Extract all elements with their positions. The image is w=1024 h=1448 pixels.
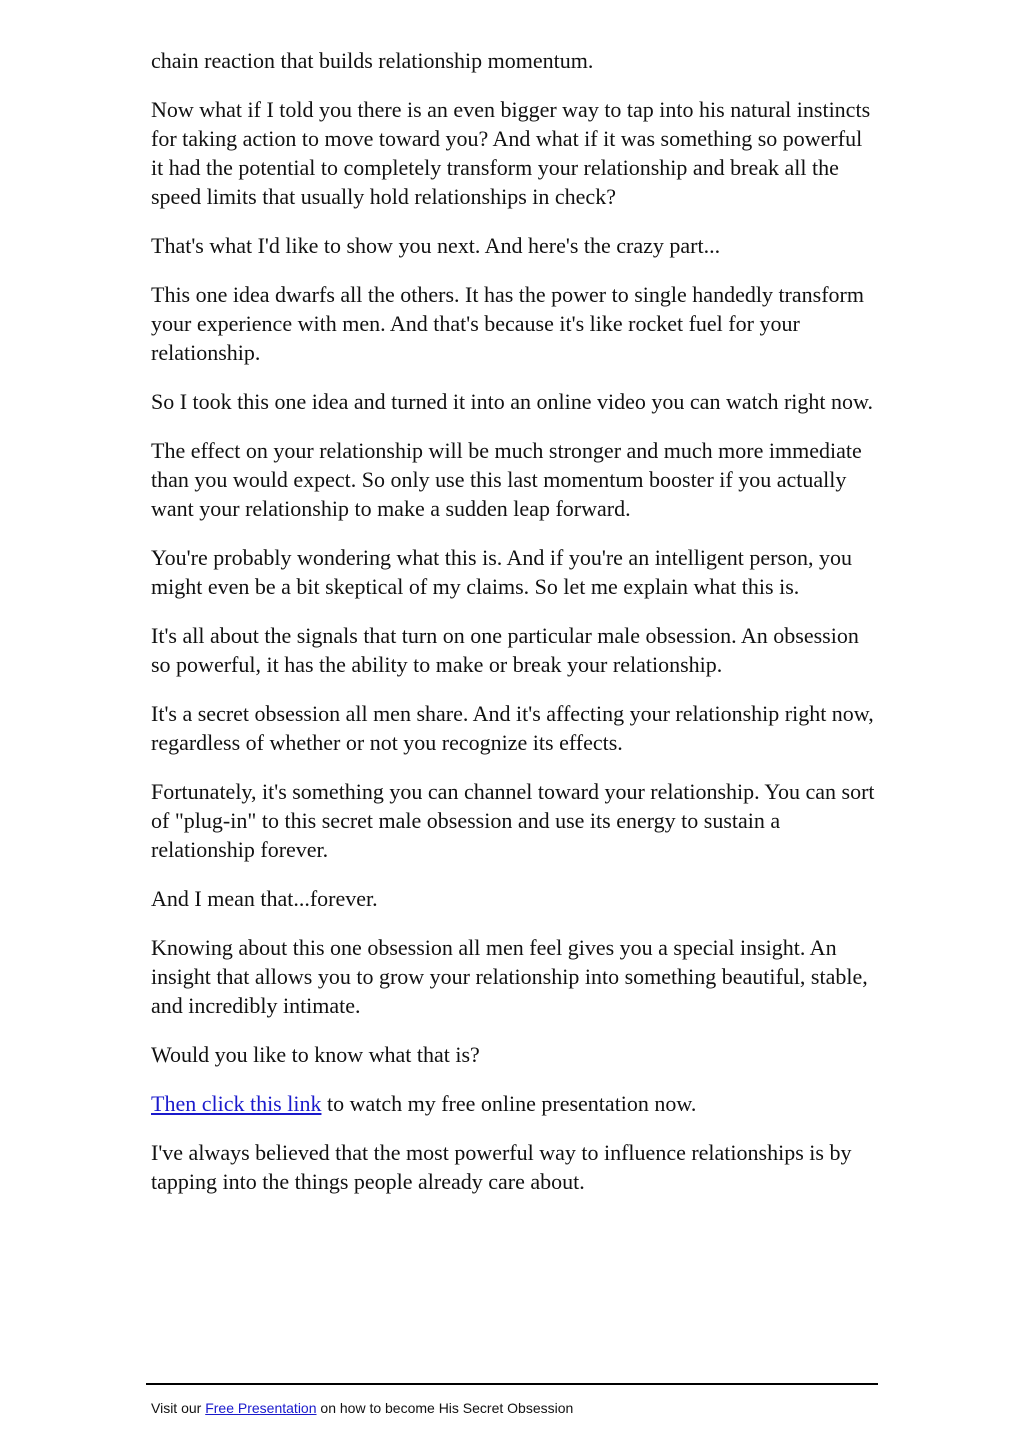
paragraph-10: Fortunately, it's something you can channel toward your relationship. You can sort of "plug-in" to this secret male obsession and use its energy to sustain a relationship forever. (151, 779, 875, 862)
cta-paragraph (151, 1089, 876, 1118)
paragraph-3: That's what I'd like to show you next. And here's the crazy part... (151, 233, 721, 258)
paragraph-11: And I mean that...forever. (151, 886, 378, 911)
footer-suffix: on how to become His Secret Obsession (316, 1400, 574, 1416)
document-body (151, 46, 876, 1216)
paragraph-5: So I took this one idea and turned it into an online video you can watch right now. (151, 389, 873, 414)
paragraph-7: You're probably wondering what this is. And if you're an intelligent person, you might even be a bit skeptical of my claims. So let me explain what this is. (151, 545, 853, 599)
footer (151, 1399, 573, 1417)
click-this-link[interactable]: Then click this link (151, 1091, 322, 1116)
closing-paragraph: I've always believed that the most powerful way to influence relationships is by tapping into the things people already care about. (151, 1140, 852, 1194)
paragraph-9: It's a secret obsession all men share. And it's affecting your relationship right now, regardless of whether or not you recognize its effects. (151, 701, 874, 755)
paragraph-6: The effect on your relationship will be much stronger and much more immediate than you would expect. So only use this last momentum booster if you actually want your relationship to make a sudden leap forward. (151, 438, 862, 521)
paragraph-12: Knowing about this one obsession all men feel gives you a special insight. An insight that allows you to grow your relationship into something beautiful, stable, and incredibly intimate. (151, 935, 868, 1018)
paragraph-1: chain reaction that builds relationship momentum. (151, 48, 594, 73)
free-presentation-link[interactable]: Free Presentation (205, 1400, 317, 1416)
paragraph-4: This one idea dwarfs all the others. It has the power to single handedly transform your experience with men. And that's because it's like rocket fuel for your relationship. (151, 282, 864, 365)
footer-divider (146, 1383, 878, 1385)
paragraph-8: It's all about the signals that turn on one particular male obsession. An obsession so powerful, it has the ability to make or break your relationship. (151, 623, 859, 677)
cta-rest-text: to watch my free online presentation now. (321, 1091, 697, 1116)
paragraph-2: Now what if I told you there is an even bigger way to tap into his natural instincts for taking action to move toward you? And what if it was something so powerful it had the potential to completely transform your relationship and break all the speed limits that usually hold relationships in check? (151, 97, 871, 209)
paragraph-13: Would you like to know what that is? (151, 1042, 480, 1067)
footer-prefix: Visit our (151, 1400, 206, 1416)
